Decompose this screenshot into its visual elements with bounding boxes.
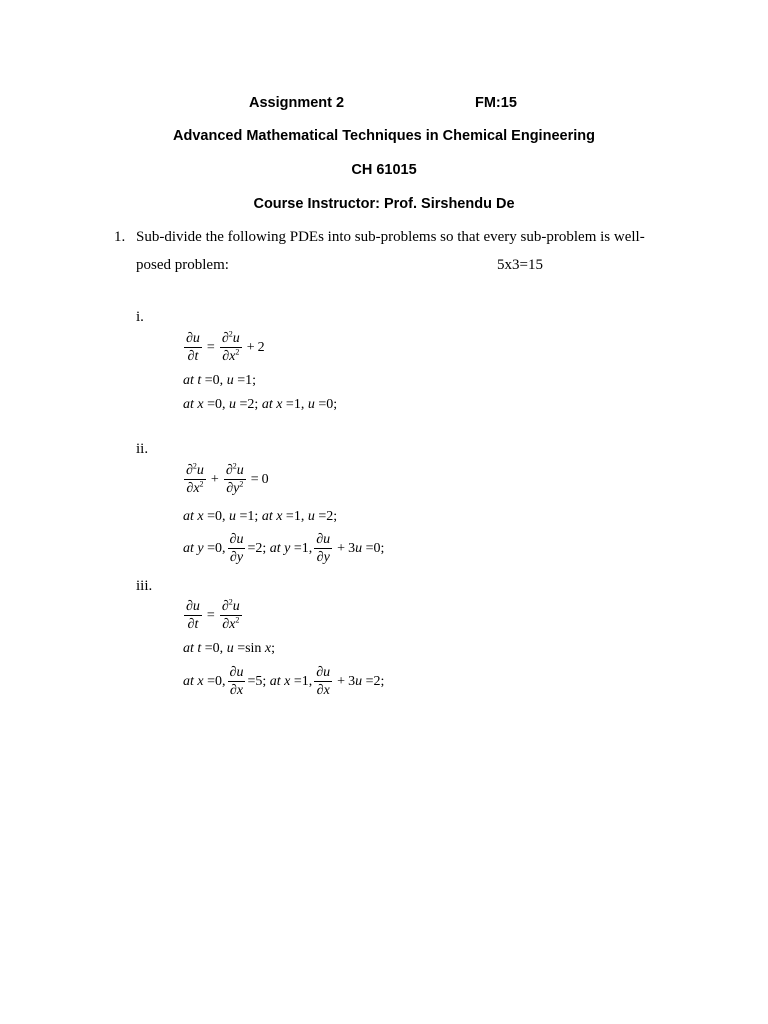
problem-label-iii: iii. (136, 578, 153, 594)
frac-d2u-dx2: $\frac{\partial^2u}{\partial x^2}$ (221, 597, 240, 632)
question-number: 1. (114, 229, 126, 245)
course-title: Advanced Mathematical Techniques in Chemical Engineering (173, 128, 595, 144)
problem-i-condition1: at t =0, u =1; (183, 373, 256, 388)
question-text-line2: posed problem: (136, 257, 229, 273)
frac-du-dy: $\frac{\partial u}{\partial y}$ (316, 532, 331, 565)
problem-iii-equation: $\frac{\partial u}{\partial t}$ = $\frac{\partial^2u}{\partial x^2}$ (186, 597, 240, 632)
frac-d2u-dx2: $\frac{\partial^2u}{\partial x^2}$ (221, 329, 240, 364)
full-marks: FM:15 (475, 95, 517, 111)
frac-d2u-dx2: $\frac{\partial^2u}{\partial x^2}$ (186, 461, 204, 496)
course-code: CH 61015 (351, 162, 417, 178)
frac-du-dx: $\frac{\partial u}{\partial x}$ (316, 665, 331, 698)
course-instructor: Course Instructor: Prof. Sirshendu De (253, 196, 515, 212)
problem-i-equation: $\frac{\partial u}{\partial t}$ = $\frac{\partial^2u}{\partial x^2}$ + 2 (186, 329, 265, 364)
question-marks: 5x3=15 (497, 257, 543, 273)
problem-label-i: i. (136, 309, 144, 325)
problem-i-condition2: at x =0, u =2; at x =1, u =0; (183, 397, 338, 412)
problem-iii-condition1: at t =0, u =sin x; (183, 641, 276, 656)
problem-ii-condition1: at x =0, u =1; at x =1, u =2; (183, 509, 338, 524)
frac-du-dx: $\frac{\partial u}{\partial x}$ (229, 665, 244, 698)
problem-label-ii: ii. (136, 441, 149, 457)
frac-du-dy: $\frac{\partial u}{\partial y}$ (229, 532, 244, 565)
frac-d2u-dy2: $\frac{\partial^2u}{\partial y^2}$ (225, 461, 244, 496)
frac-du-dt: $\frac{\partial u}{\partial t}$ (186, 331, 200, 364)
problem-ii-condition2: at y =0, $\frac{\partial u}{\partial y}$ =2; at y =1, $\frac{\partial u}{\partial y}$ + 3u =0; (183, 532, 385, 565)
problem-iii-condition2: at x =0, $\frac{\partial u}{\partial x}$ =5; at x =1, $\frac{\partial u}{\partial x}$ + 3u =2; (183, 665, 385, 698)
question-text-line1: Sub-divide the following PDEs into sub-problems so that every sub-problem is well- (136, 229, 645, 245)
assignment-title: Assignment 2 (249, 95, 345, 111)
frac-du-dt: $\frac{\partial u}{\partial t}$ (186, 599, 200, 632)
problem-ii-equation: $\frac{\partial^2u}{\partial x^2}$ + $\frac{\partial^2u}{\partial y^2}$ = 0 (186, 461, 269, 496)
